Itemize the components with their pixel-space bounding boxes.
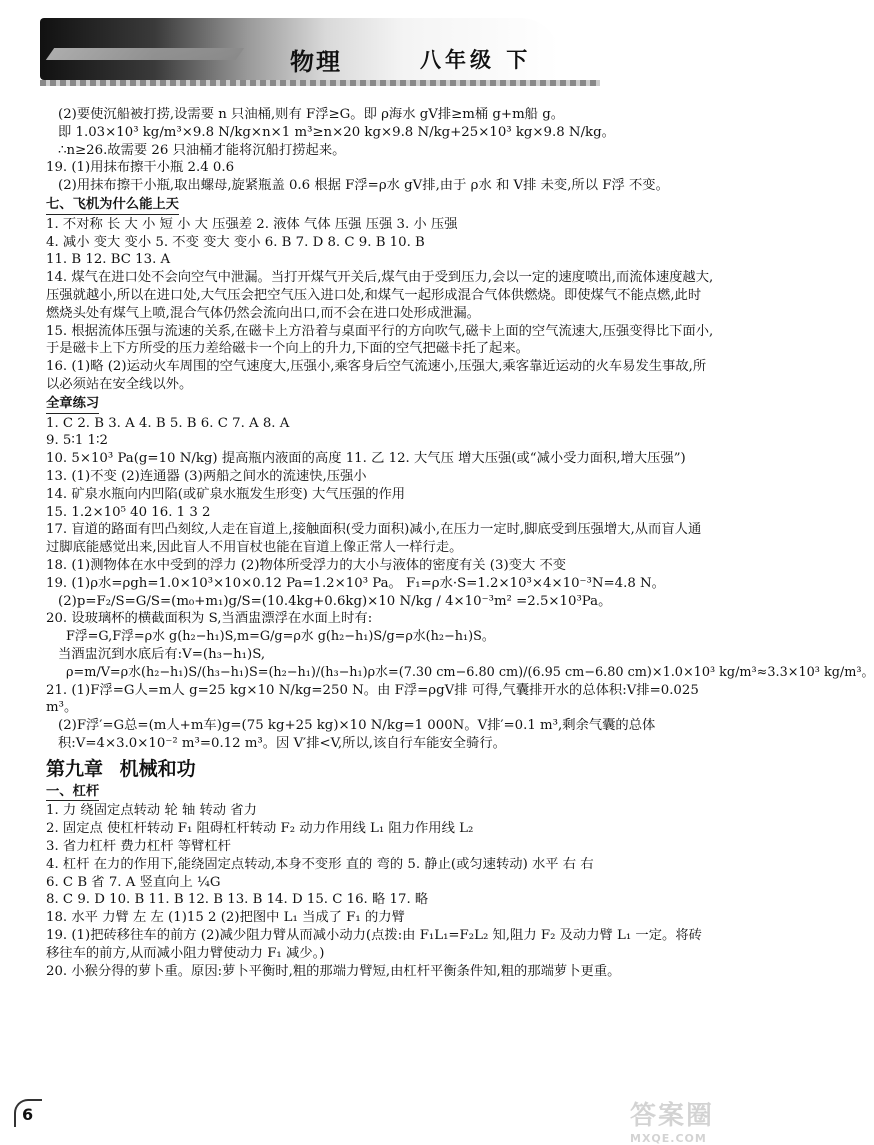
ch8-answer-line: (2)F浮′=G总=(m人+m车)g=(75 kg+25 kg)×10 N/kg=1 000N。V排′=0.1 m³,剩余气囊的总体积:V=4×3.0×10⁻² m³=0.12 m³。因 V′排<V,所以,该自行车能安全骑行。 — [58, 718, 656, 751]
ch8-answer-line: (2)要使沉船被打捞,设需要 n 只油桶,则有 F浮≥G。即 ρ海水 gV排≥m桶 g+m船 g。 — [58, 107, 565, 122]
ch8-answer-line: 13. (1)不变 (2)连通器 (3)两船之间水的流速快,压强小 — [46, 468, 367, 484]
ch8-answer-line: 15. 根据流体压强与流速的关系,在磁卡上方沿着与桌面平行的方向吹气,磁卡上面的空气流速大,压强变得比下面小,于是磁卡上下方所受的压力差给磁卡一个向上的升力,下面的空气把磁卡托了起来。 — [46, 323, 714, 357]
watermark-text: 答案圈 — [630, 1101, 715, 1131]
ch9-answer-line: 6. C B 省 7. A 竖直向上 ¼G — [46, 874, 221, 890]
ch8-answer-line: 16. (1)略 (2)运动火车周围的空气速度大,压强小,乘客身后空气流速小,压强大,乘客靠近运动的火车易发生事故,所以必须站在安全线以外。 — [46, 359, 707, 392]
ch9-answer-line: 2. 固定点 使杠杆转动 F₁ 阻碍杠杆转动 F₂ 动力作用线 L₁ 阻力作用线 L₂ — [46, 821, 474, 837]
watermark-url: MXQE.COM — [630, 1132, 707, 1145]
ch9-answer-line: 1. 力 绕固定点转动 轮 轴 转动 省力 — [46, 803, 257, 819]
ch8-answer-line: 21. (1)F浮=G人=m人 g=25 kg×10 N/kg=250 N。由 F浮=ρgV排 可得,气囊排开水的总体积:V排=0.025 m³。 — [46, 682, 699, 716]
chapter-heading — [46, 756, 714, 782]
ch8-answer-line: 14. 矿泉水瓶向内凹陷(或矿泉水瓶发生形变) 大气压强的作用 — [46, 486, 406, 502]
subject-title: 物理 — [290, 47, 342, 76]
chapter-number: 第九章 — [46, 757, 104, 780]
ch8-answer-line: 10. 5×10³ Pa(g=10 N/kg) 提高瓶内液面的高度 11. 乙 12. 大气压 增大压强(或“减小受力面积,增大压强”) — [46, 451, 686, 467]
ch8-answer-line: ρ=m/V=ρ水(h₂−h₁)S/(h₃−h₁)S=(h₂−h₁)/(h₃−h₁)ρ水=(7.30 cm−6.80 cm)/(6.95 cm−6.80 cm)×1.0×10³ kg/m³≈3.3×10³ kg/m³。 — [66, 664, 874, 680]
section-heading-lever: 一、杠杆 — [46, 783, 99, 802]
page-number: 6 — [22, 1105, 34, 1124]
ch8-answer-line: 19. (1)ρ水=ρgh=1.0×10³×10×0.12 Pa=1.2×10³ Pa。 F₁=ρ水·S=1.2×10³×4×10⁻³N=4.8 N。 — [46, 575, 665, 591]
chapter9-answers — [46, 802, 714, 980]
ch8-section-heading: 全章练习 — [46, 395, 99, 414]
ch8-answer-line: 1. C 2. B 3. A 4. B 5. B 6. C 7. A 8. A — [46, 415, 290, 431]
ch8-answer-line: 14. 煤气在进口处不会向空气中泄漏。当打开煤气开关后,煤气由于受到压力,会以一定的速度喷出,而流体速度越大,压强就越小,所以在进口处,大气压会把空气压入进口处,和煤气一起形成混合气体供燃烧。即使煤气不能点燃,此时燃烧头处有煤气上喷,混合气体仍然会流向出口,而不会在进口处形成泄漏。 — [46, 270, 714, 321]
chapter8-answers — [46, 106, 874, 753]
ch8-answer-line: 11. B 12. BC 13. A — [46, 252, 171, 268]
ch9-answer-line: 19. (1)把砖移往车的前方 (2)减少阻力臂从而减小动力(点拨:由 F₁L₁=F₂L₂ 知,阻力 F₂ 及动力臂 L₁ 一定。将砖移往车的前方,从而减小阻力臂使动力 F₁ 减少。) — [46, 928, 702, 961]
ch8-section-heading: 七、飞机为什么能上天 — [46, 196, 179, 215]
ch9-answer-line: 18. 水平 力臂 左 左 (1)15 2 (2)把图中 L₁ 当成了 F₁ 的力臂 — [46, 910, 405, 926]
ch8-answer-line: 1. 不对称 长 大 小 短 小 大 压强差 2. 液体 气体 压强 压强 3. 小 压强 — [46, 216, 458, 232]
ch9-answer-line: 3. 省力杠杆 费力杠杆 等臂杠杆 — [46, 839, 231, 855]
ch8-answer-line: (2)用抹布擦干小瓶,取出螺母,旋紧瓶盖 0.6 根据 F浮=ρ水 gV排,由于 ρ水 和 V排 未变,所以 F浮 不变。 — [58, 178, 669, 194]
ch9-answer-line: 20. 小猴分得的萝卜重。原因:萝卜平衡时,粗的那端力臂短,由杠杆平衡条件知,粗的那端萝卜更重。 — [46, 963, 621, 979]
ch8-answer-line: 15. 1.2×10⁵ 40 16. 1 3 2 — [46, 504, 211, 520]
page-header — [0, 0, 750, 100]
ch8-answer-line: ∴n≥26.故需要 26 只油桶才能将沉船打捞起来。 — [58, 142, 346, 158]
ch9-answer-line: 8. C 9. D 10. B 11. B 12. B 13. B 14. D 15. C 16. 略 17. 略 — [46, 892, 429, 908]
chapter-title: 机械和功 — [119, 757, 196, 780]
ch8-answer-line: 19. (1)用抹布擦干小瓶 2.4 0.6 — [46, 160, 235, 176]
ch8-answer-line: 20. 设玻璃杯的横截面积为 S,当酒盅漂浮在水面上时有: — [46, 611, 373, 627]
ch8-answer-line: 即 1.03×10³ kg/m³×9.8 N/kg×n×1 m³≥n×20 kg×9.8 N/kg+25×10³ kg×9.8 N/kg。 — [58, 124, 615, 140]
watermark-logo — [630, 1095, 740, 1145]
ch8-answer-line: 9. 5∶1 1∶2 — [46, 433, 108, 449]
ch8-answer-line: 4. 减小 变大 变小 5. 不变 变大 变小 6. B 7. D 8. C 9. B 10. B — [46, 234, 425, 250]
ch8-answer-line: F浮=G,F浮=ρ水 g(h₂−h₁)S,m=G/g=ρ水 g(h₂−h₁)S/g=ρ水(h₂−h₁)S。 — [66, 629, 495, 645]
ch9-answer-line: 4. 杠杆 在力的作用下,能绕固定点转动,本身不变形 直的 弯的 5. 静止(或匀速转动) 水平 右 右 — [46, 856, 594, 872]
grade-title: 八年级 下 — [420, 47, 532, 72]
ch8-answer-line: (2)p=F₂/S=G/S=(m₀+m₁)g/S=(10.4kg+0.6kg)×10 N/kg / 4×10⁻³m² =2.5×10³Pa。 — [58, 593, 612, 609]
answer-content — [46, 106, 874, 980]
ch8-answer-line: 18. (1)测物体在水中受到的浮力 (2)物体所受浮力的大小与液体的密度有关 (3)变大 不变 — [46, 557, 567, 573]
ch8-answer-line: 当酒盅沉到水底后有:V=(h₃−h₁)S, — [58, 646, 266, 662]
ch8-answer-line: 17. 盲道的路面有凹凸刻纹,人走在盲道上,接触面积(受力面积)减小,在压力一定时,脚底受到压强增大,从而盲人通过脚底能感觉出来,因此盲人不用盲杖也能在盲道上像正常人一样行走。 — [46, 522, 702, 556]
